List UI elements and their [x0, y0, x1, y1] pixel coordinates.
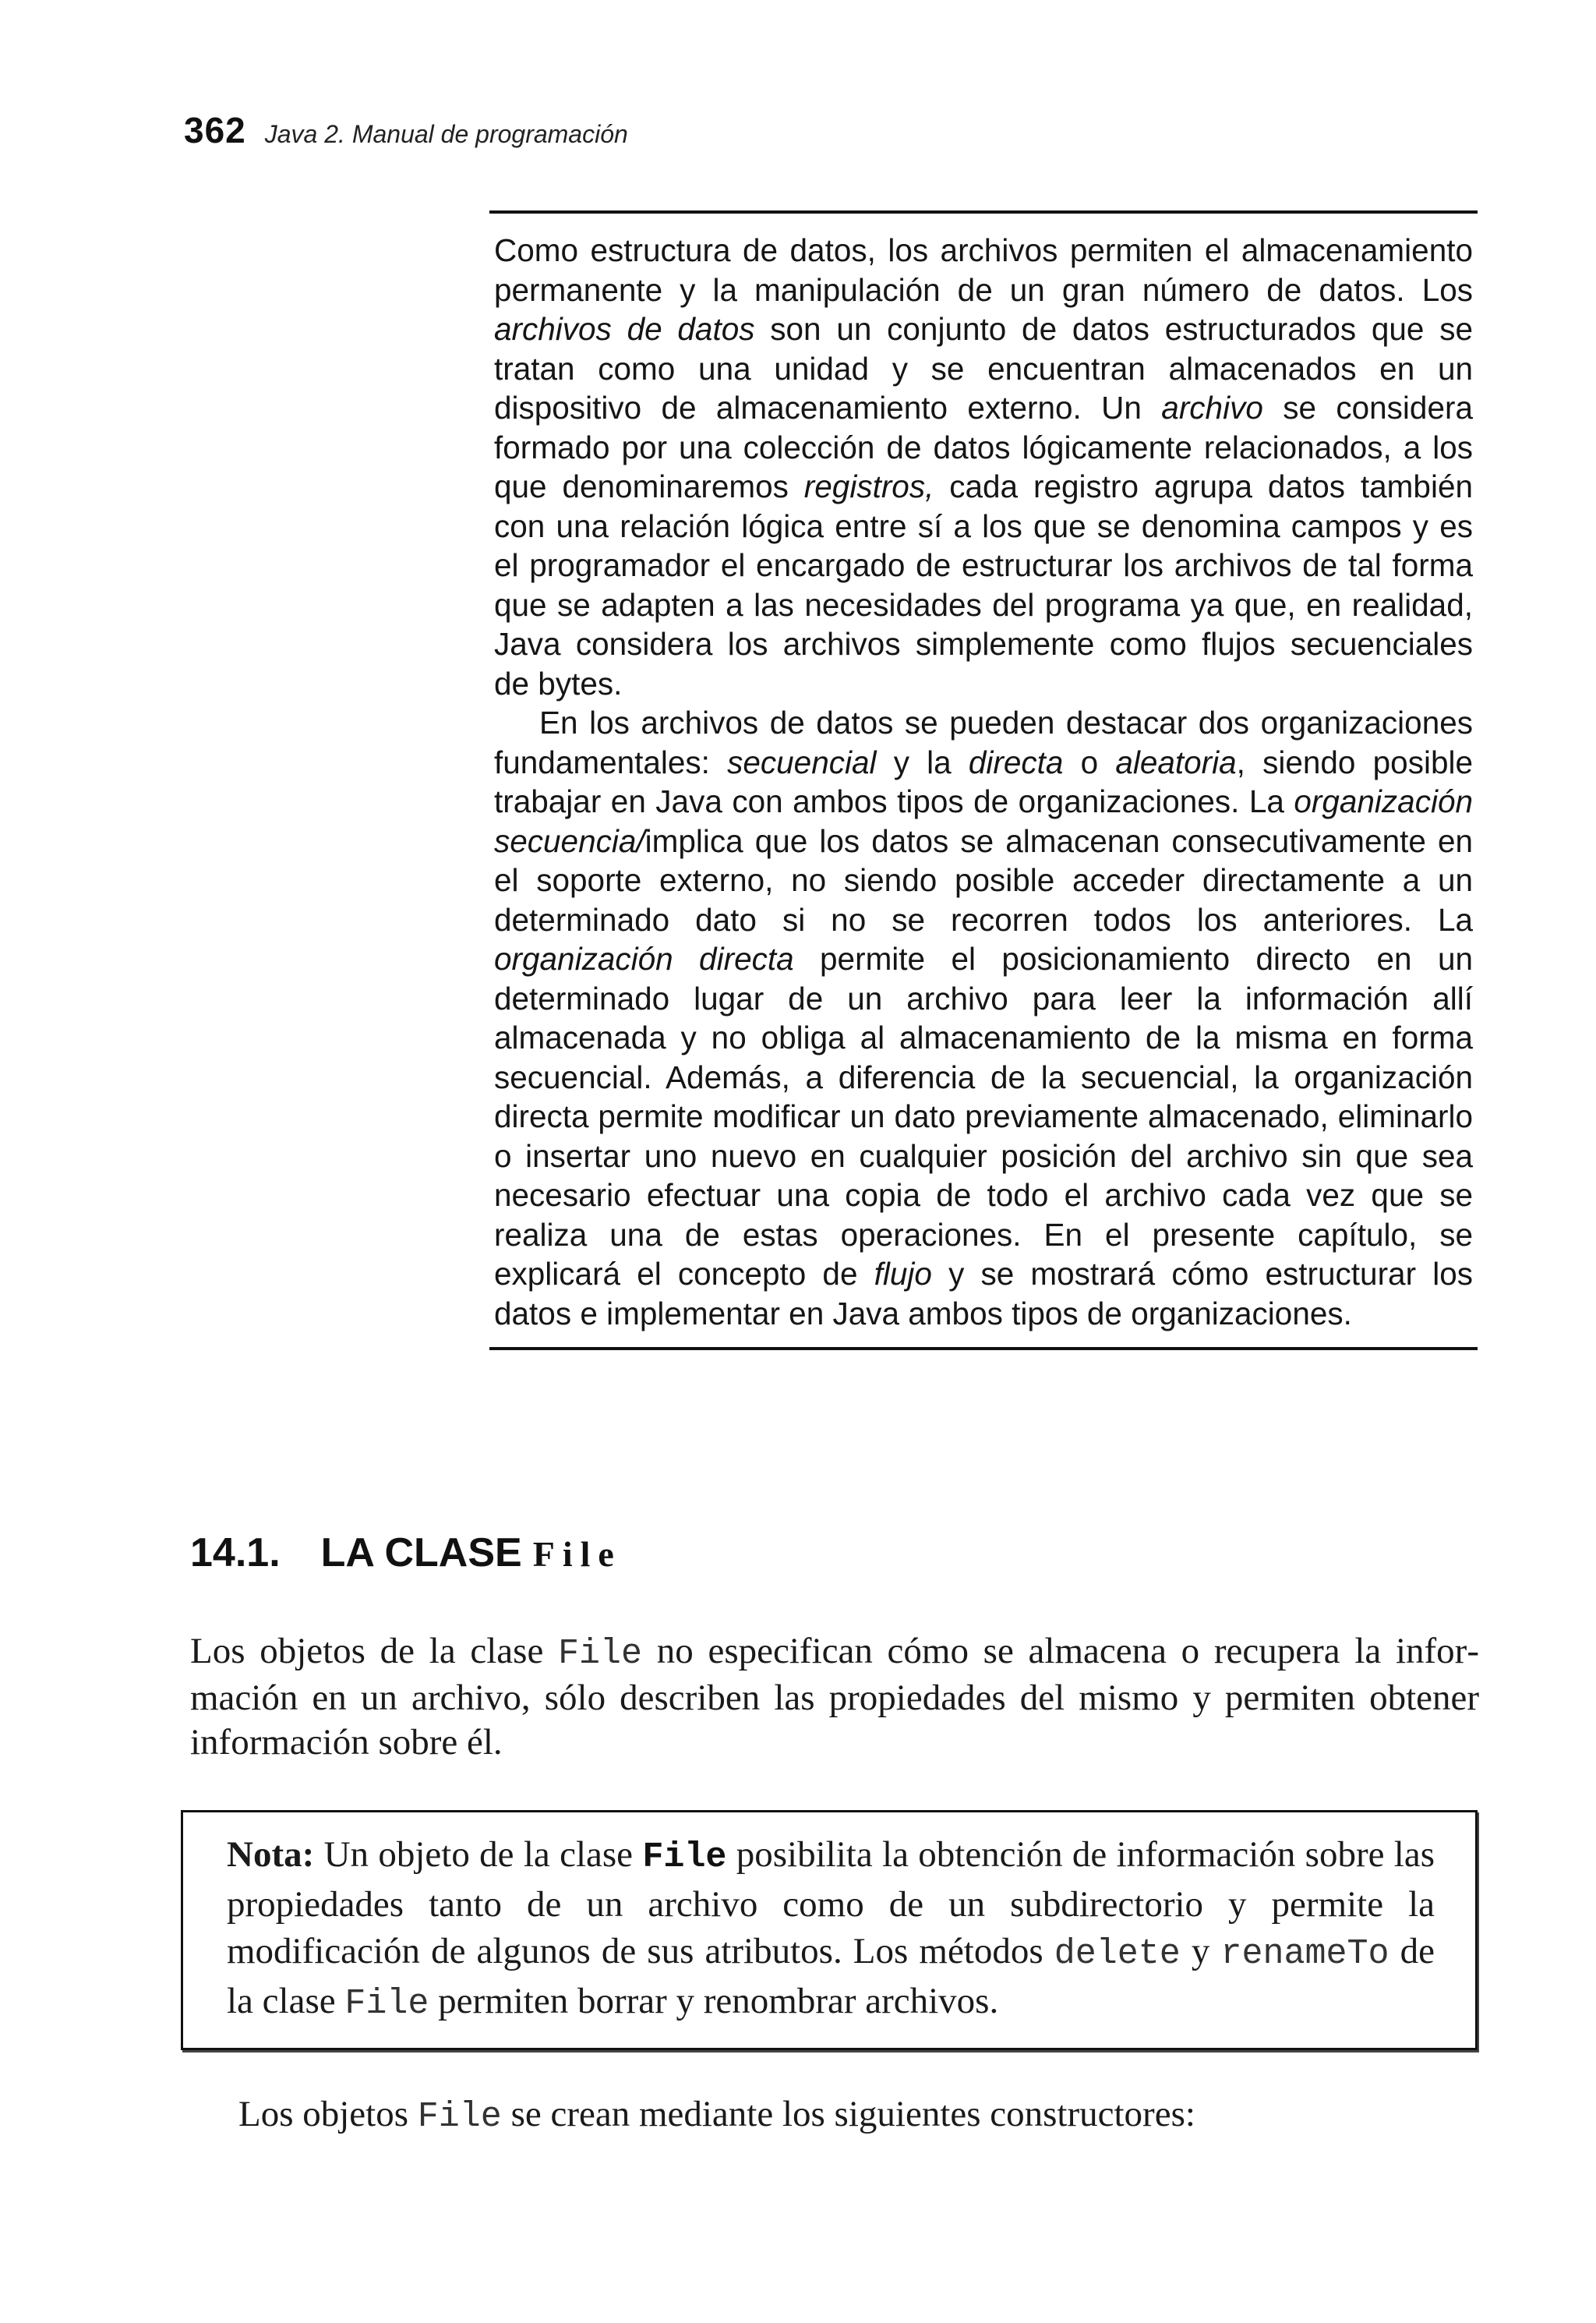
- text-run: son un conjunto de datos estructurados que se tratan como una unidad y se encuentran almacenados en un dispositivo de almacenamiento externo. Un: [494, 311, 1473, 426]
- text-run: y la: [876, 744, 969, 780]
- emphasis: organización directa: [494, 941, 794, 977]
- note-box: [181, 1810, 1478, 2050]
- text-run: o: [1063, 744, 1116, 780]
- running-header: [184, 109, 628, 151]
- inline-code: renameTo: [1220, 1934, 1389, 1974]
- inline-code: File: [558, 1634, 643, 1674]
- text-run: posibilita la obtención de información sobre las propiedades tanto de un archivo como de un subdirectorio y permite la modificación de algunos de sus atributos. Los métodos: [227, 1834, 1435, 1971]
- emphasis: flujo: [874, 1256, 932, 1292]
- section-heading: [190, 1529, 622, 1576]
- text-run: se crean mediante los siguientes constructores:: [501, 2094, 1195, 2134]
- section-title-code: File: [532, 1534, 622, 1574]
- text-run: permiten borrar y renombrar archivos.: [429, 1981, 999, 2021]
- text-run: no especifican cómo se almacena o recupera la información en un archivo, sólo describen las propiedades del mismo y permiten obtener información sobre él.: [190, 1631, 1479, 1763]
- note-text: [227, 1831, 1435, 2028]
- intro-paragraph-2: [494, 703, 1473, 1333]
- text-run: cada registro agrupa datos también con una relación lógica entre sí a los que se denomina campos y es el programador el encargado de estructurar los archivos de tal forma que se adapten a las necesidades del programa ya que, en realidad, Java considera los archivos simplemente como flujos secuenciales de bytes.: [494, 468, 1473, 702]
- intro-paragraph-1: [494, 231, 1473, 703]
- constructors-intro-paragraph: [238, 2092, 1195, 2139]
- page-number: 362: [184, 110, 246, 150]
- text-run: Como estructura de datos, los archivos permiten el almacenamiento permanente y la manipulación de un gran número de datos. Los: [494, 232, 1473, 308]
- inline-code: delete: [1054, 1934, 1181, 1974]
- note-label: Nota:: [227, 1834, 315, 1875]
- inline-code: File: [417, 2097, 502, 2137]
- body-paragraph: [190, 1629, 1479, 1765]
- text-run: permite el posicionamiento directo en un determinado lugar de un archivo para leer la información allí almacenada y no obliga al almacenamiento de la misma en forma secuencial. Además, a diferencia de la secuencial, la organización directa permite modificar un dato previamente almacenado, eliminarlo o insertar uno nuevo en cualquier posición del archivo sin que sea necesario efectuar una copia de todo el archivo cada vez que se realiza una de estas operaciones. En el presente capítulo, se explicará el concepto de: [494, 941, 1473, 1292]
- inline-code: File: [642, 1837, 727, 1877]
- text-run: se considera formado por una colección de datos lógicamente relacionados, a los que denominaremos: [494, 390, 1473, 504]
- book-title: Java 2. Manual de programación: [264, 120, 628, 148]
- section-number: 14.1.: [190, 1530, 281, 1575]
- emphasis: archivo: [1161, 390, 1263, 426]
- text-run: y: [1180, 1931, 1221, 1971]
- text-run: Los objetos de la clase: [190, 1631, 559, 1671]
- text-run: En los archivos de datos se pueden destacar dos organizaciones fundamentales:: [494, 705, 1473, 780]
- inline-code: File: [344, 1984, 429, 2024]
- emphasis: directa: [968, 744, 1064, 780]
- text-run: Los objetos: [238, 2094, 418, 2134]
- text-run: , siendo posible trabajar en Java con ambos tipos de organizaciones. La: [494, 744, 1473, 819]
- emphasis: organización secuencia/: [494, 783, 1473, 859]
- emphasis: registros,: [803, 468, 934, 504]
- emphasis: secuencial: [727, 744, 877, 780]
- text-run: y se mostrará cómo estructurar los datos e implementar en Java ambos tipos de organizaciones.: [494, 1256, 1473, 1331]
- text-run: Un objeto de la clase: [314, 1834, 643, 1875]
- text-run: implica que los datos se almacenan consecutivamente en el soporte externo, no siendo posible acceder directamente a un determinado dato si no se recorren todos los anteriores. La: [494, 822, 1473, 938]
- emphasis: archivos de datos: [494, 311, 755, 347]
- emphasis: aleatoria: [1115, 744, 1237, 780]
- section-title: LA CLASE: [320, 1530, 522, 1575]
- text-run: de la clase: [227, 1931, 1435, 2021]
- chapter-intro-box: [489, 210, 1478, 1350]
